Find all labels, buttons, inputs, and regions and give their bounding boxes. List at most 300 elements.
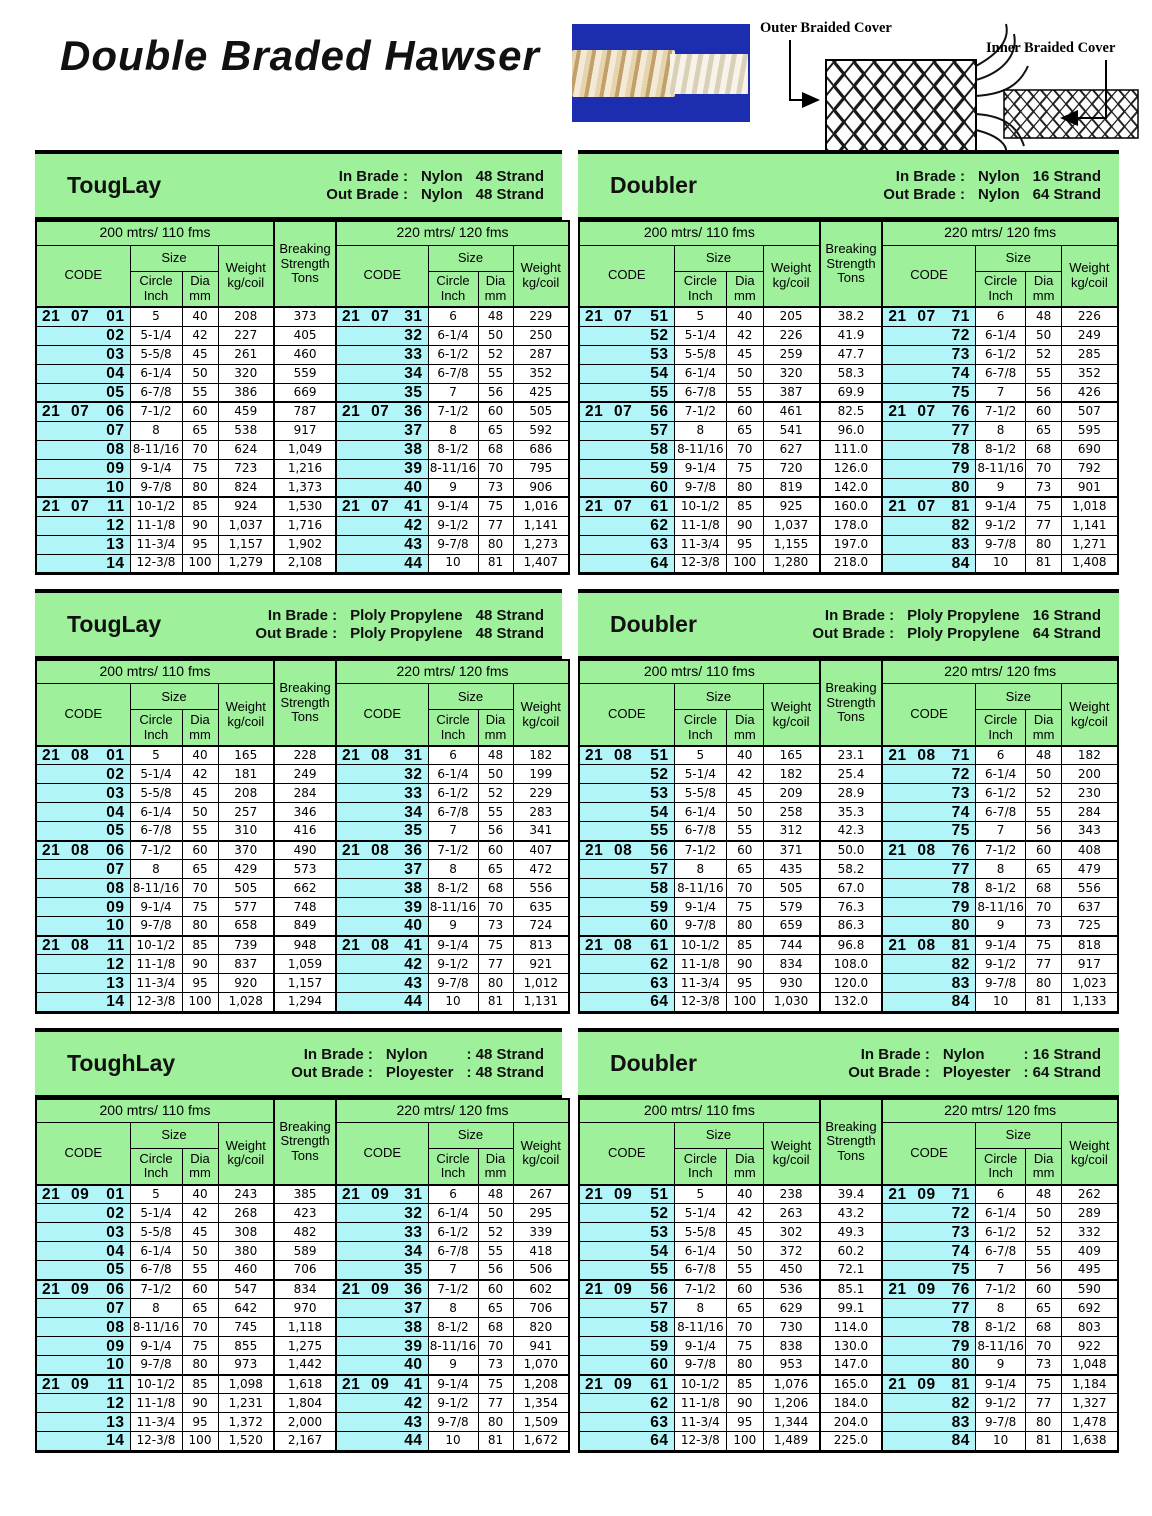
data-row	[36, 1299, 569, 1318]
code-suffix: 81	[951, 498, 970, 516]
code-suffix: 57	[650, 421, 669, 439]
data-row	[36, 1413, 569, 1432]
code-suffix: 07	[106, 421, 125, 439]
dia-value: 85	[182, 936, 218, 955]
table-header-band	[35, 150, 562, 220]
breaking-value: 204.0	[820, 1413, 883, 1432]
dia-value: 80	[478, 974, 513, 993]
weight-value: 352	[513, 364, 569, 383]
code-text	[883, 975, 975, 992]
weight-value: 834	[763, 955, 820, 974]
dia-value: 50	[1026, 1204, 1061, 1223]
code-suffix: 53	[650, 345, 669, 363]
code-suffix: 58	[650, 879, 669, 897]
circle-value: 12-3/8	[674, 1432, 727, 1451]
code-suffix: 33	[404, 784, 423, 802]
circle-value: 8	[428, 860, 478, 879]
data-row	[36, 383, 569, 402]
data-row	[579, 898, 1118, 917]
breaking-value: 1,216	[274, 459, 336, 478]
dia-value: 75	[182, 898, 218, 917]
weight-value: 267	[513, 1185, 569, 1204]
code-prefix: 21 08	[888, 841, 936, 859]
dia-value: 65	[727, 421, 763, 440]
code-suffix: 77	[951, 1299, 970, 1317]
code-text	[883, 1356, 975, 1373]
dia-value: 90	[182, 516, 218, 535]
circle-value: 6-7/8	[428, 803, 478, 822]
spec-text: Ploly Propylene	[907, 606, 1020, 624]
code-text	[883, 1414, 975, 1431]
code-suffix: 11	[107, 936, 125, 954]
dia-value: 75	[1026, 497, 1061, 516]
data-row	[36, 497, 569, 516]
circle-value: 8-11/16	[428, 1337, 478, 1356]
dia-value: 77	[478, 1394, 513, 1413]
code-cell	[579, 746, 674, 765]
weight-value: 725	[1061, 917, 1118, 936]
code-suffix: 53	[650, 784, 669, 802]
dia-value: 77	[1026, 955, 1061, 974]
code-text	[580, 327, 674, 344]
code-text	[337, 308, 428, 325]
dia-value: 56	[1026, 822, 1061, 841]
code-cell	[336, 326, 428, 345]
dia-value: 80	[1026, 535, 1061, 554]
data-row	[36, 860, 569, 879]
circle-value: 6	[975, 1185, 1026, 1204]
weight-value: 924	[218, 497, 274, 516]
code-suffix: 59	[650, 1337, 669, 1355]
code-suffix: 42	[404, 1394, 423, 1412]
circle-value: 8	[130, 1299, 182, 1318]
code-text	[337, 327, 428, 344]
code-cell	[882, 1432, 975, 1451]
code-text	[37, 804, 130, 821]
weight-header: Weight kg/coil	[513, 245, 569, 307]
weight-value: 1,037	[218, 516, 274, 535]
code-cell	[882, 383, 975, 402]
circle-value: 7-1/2	[130, 1280, 182, 1299]
code-suffix: 04	[106, 364, 125, 382]
code-suffix: 03	[106, 1223, 125, 1241]
code-text	[37, 956, 130, 973]
code-suffix: 05	[106, 1261, 125, 1279]
code-suffix: 44	[404, 1432, 423, 1450]
code-cell	[579, 841, 674, 860]
circle-value: 9-1/4	[674, 459, 727, 478]
circle-value: 9	[975, 478, 1026, 497]
weight-value: 339	[513, 1223, 569, 1242]
dia-value: 55	[1026, 803, 1061, 822]
breaking-value: 43.2	[820, 1204, 883, 1223]
code-header: CODE	[882, 245, 975, 307]
circle-value: 8-11/16	[428, 898, 478, 917]
code-suffix: 52	[650, 765, 669, 783]
code-suffix: 41	[404, 1375, 423, 1393]
weight-value: 295	[513, 1204, 569, 1223]
code-suffix: 51	[650, 746, 669, 764]
size-header: Size	[130, 684, 218, 710]
code-text	[37, 1224, 130, 1241]
weight-value: 435	[763, 860, 820, 879]
dia-value: 45	[727, 1223, 763, 1242]
weight-value: 208	[218, 307, 274, 326]
code-text	[37, 1376, 130, 1393]
dia-value: 77	[1026, 1394, 1061, 1413]
dia-value: 50	[727, 1242, 763, 1261]
breaking-value: 284	[274, 784, 336, 803]
circle-value: 9	[975, 1356, 1026, 1375]
code-text	[37, 975, 130, 992]
code-cell	[882, 1299, 975, 1318]
breaking-value: 662	[274, 879, 336, 898]
weight-value: 1,012	[513, 974, 569, 993]
code-suffix: 83	[951, 974, 970, 992]
code-text	[883, 403, 975, 420]
breaking-value: 1,157	[274, 974, 336, 993]
circle-value: 8	[428, 421, 478, 440]
weight-value: 320	[763, 364, 820, 383]
circle-value: 9-1/2	[428, 516, 478, 535]
circle-value: 9-7/8	[130, 478, 182, 497]
code-cell	[579, 1261, 674, 1280]
code-text	[37, 1338, 130, 1355]
code-text	[580, 384, 674, 401]
dia-value: 81	[1026, 554, 1061, 573]
code-cell	[36, 440, 130, 459]
dia-value: 80	[727, 478, 763, 497]
dia-value: 75	[1026, 1375, 1061, 1394]
weight-value: 901	[1061, 478, 1118, 497]
dia-value: 60	[727, 1280, 763, 1299]
breaking-value: 482	[274, 1223, 336, 1242]
breaking-header: Breaking Strength Tons	[820, 221, 883, 307]
code-suffix: 05	[106, 822, 125, 840]
spec-text: : 48 Strand	[466, 1063, 544, 1081]
code-text	[883, 917, 975, 934]
weight-value: 1,206	[763, 1394, 820, 1413]
code-suffix: 07	[106, 860, 125, 878]
circle-value: 8-1/2	[975, 440, 1026, 459]
data-row	[36, 1375, 569, 1394]
dia-value: 80	[182, 917, 218, 936]
weight-value: 577	[218, 898, 274, 917]
circle-value: 5-5/8	[674, 345, 727, 364]
code-text	[37, 1414, 130, 1431]
weight-value: 690	[1061, 440, 1118, 459]
dia-value: 65	[478, 860, 513, 879]
weight-value: 624	[218, 440, 274, 459]
data-row	[579, 535, 1118, 554]
code-cell	[579, 535, 674, 554]
code-cell	[336, 1413, 428, 1432]
size-header: Size	[975, 1123, 1061, 1149]
circle-header: Circle Inch	[975, 710, 1026, 746]
code-suffix: 04	[106, 803, 125, 821]
weight-value: 627	[763, 440, 820, 459]
dia-value: 55	[182, 383, 218, 402]
dia-value: 95	[727, 1413, 763, 1432]
outer-braid-art	[826, 60, 976, 152]
product-name: Doubler	[610, 1049, 697, 1076]
code-cell	[579, 478, 674, 497]
circle-value: 5-1/4	[674, 326, 727, 345]
code-text	[883, 956, 975, 973]
code-text	[37, 365, 130, 382]
circle-value: 9-1/4	[975, 497, 1026, 516]
code-cell	[336, 459, 428, 478]
data-row	[579, 917, 1118, 936]
code-suffix: 64	[650, 554, 669, 572]
weight-value: 1,037	[763, 516, 820, 535]
circle-value: 8	[130, 860, 182, 879]
breaking-value: 1,294	[274, 993, 336, 1012]
weight-value: 310	[218, 822, 274, 841]
span-left-header: 200 mtrs/ 110 fms	[579, 221, 820, 245]
code-prefix: 21 07	[888, 498, 936, 516]
code-suffix: 51	[650, 1185, 669, 1203]
code-text	[883, 785, 975, 802]
code-cell	[36, 535, 130, 554]
spec-text: 48 Strand	[475, 624, 544, 642]
dia-value: 55	[182, 1261, 218, 1280]
circle-value: 7-1/2	[975, 402, 1026, 421]
code-cell	[336, 1375, 428, 1394]
breaking-value: 25.4	[820, 765, 883, 784]
data-row	[579, 459, 1118, 478]
code-prefix: 21 09	[585, 1280, 633, 1298]
code-cell	[336, 478, 428, 497]
code-cell	[882, 841, 975, 860]
code-text	[337, 536, 428, 553]
circle-header: Circle Inch	[130, 271, 182, 307]
code-cell	[882, 746, 975, 765]
weight-value: 341	[513, 822, 569, 841]
code-cell	[882, 917, 975, 936]
weight-value: 409	[1061, 1242, 1118, 1261]
code-text	[580, 1376, 674, 1393]
code-suffix: 54	[650, 1242, 669, 1260]
rope-photo	[572, 24, 750, 122]
dia-value: 95	[182, 1413, 218, 1432]
rope-spec-table	[578, 220, 1119, 575]
dia-header: Dia mm	[478, 710, 513, 746]
code-cell	[336, 1394, 428, 1413]
weight-value: 181	[218, 765, 274, 784]
data-row	[36, 822, 569, 841]
dia-value: 42	[182, 1204, 218, 1223]
weight-value: 459	[218, 402, 274, 421]
dia-value: 85	[727, 497, 763, 516]
code-text	[580, 975, 674, 992]
code-text	[37, 899, 130, 916]
weight-value: 370	[218, 841, 274, 860]
code-suffix: 08	[106, 440, 125, 458]
code-text	[337, 365, 428, 382]
code-header: CODE	[579, 684, 674, 746]
circle-value: 5-1/4	[674, 765, 727, 784]
code-text	[37, 1300, 130, 1317]
code-cell	[882, 535, 975, 554]
weight-value: 720	[763, 459, 820, 478]
weight-value: 263	[763, 1204, 820, 1223]
weight-value: 259	[763, 345, 820, 364]
code-cell	[36, 497, 130, 516]
dia-value: 100	[182, 993, 218, 1012]
size-header: Size	[428, 245, 513, 271]
code-suffix: 38	[404, 440, 423, 458]
weight-value: 408	[1061, 841, 1118, 860]
code-text	[580, 1395, 674, 1412]
spec-text: 48 Strand	[475, 168, 544, 185]
code-suffix: 14	[106, 554, 125, 572]
circle-value: 5-5/8	[130, 1223, 182, 1242]
code-cell	[36, 402, 130, 421]
dia-value: 81	[478, 554, 513, 573]
code-prefix: 21 08	[42, 746, 90, 764]
breaking-value: 787	[274, 402, 336, 421]
dia-value: 45	[727, 345, 763, 364]
weight-value: 165	[218, 746, 274, 765]
breaking-value: 111.0	[820, 440, 883, 459]
header-row-span	[36, 221, 569, 245]
dia-value: 50	[478, 765, 513, 784]
product-name: TougLay	[67, 172, 162, 198]
code-cell	[36, 1280, 130, 1299]
circle-value: 8	[975, 1299, 1026, 1318]
code-cell	[36, 879, 130, 898]
breaking-value: 405	[274, 326, 336, 345]
weight-value: 226	[1061, 307, 1118, 326]
circle-value: 6	[428, 307, 478, 326]
weight-value: 182	[763, 765, 820, 784]
data-row	[579, 1413, 1118, 1432]
code-suffix: 55	[650, 383, 669, 401]
weight-value: 1,271	[1061, 535, 1118, 554]
circle-value: 7	[428, 383, 478, 402]
breaking-value: 970	[274, 1299, 336, 1318]
code-cell	[579, 1432, 674, 1451]
code-prefix: 21 07	[342, 403, 390, 421]
dia-value: 60	[478, 402, 513, 421]
dia-value: 95	[727, 974, 763, 993]
code-cell	[882, 1394, 975, 1413]
dia-value: 65	[182, 860, 218, 879]
code-cell	[882, 822, 975, 841]
code-text	[883, 861, 975, 878]
span-right-header: 220 mtrs/ 120 fms	[882, 221, 1118, 245]
breaking-value: 1,373	[274, 478, 336, 497]
code-text	[337, 785, 428, 802]
data-row	[36, 803, 569, 822]
dia-value: 70	[1026, 1337, 1061, 1356]
circle-value: 8-11/16	[130, 1318, 182, 1337]
weight-value: 257	[218, 803, 274, 822]
page-title: Double Braded Hawser	[60, 32, 540, 79]
breaking-value: 490	[274, 841, 336, 860]
code-text	[580, 479, 674, 496]
weight-value: 505	[763, 879, 820, 898]
dia-value: 70	[478, 898, 513, 917]
code-cell	[336, 898, 428, 917]
dia-value: 60	[478, 841, 513, 860]
code-cell	[882, 1261, 975, 1280]
code-text	[37, 308, 130, 325]
code-cell	[36, 1185, 130, 1204]
weight-value: 706	[513, 1299, 569, 1318]
weight-value: 371	[763, 841, 820, 860]
code-text	[883, 842, 975, 859]
code-suffix: 73	[951, 1223, 970, 1241]
code-suffix: 75	[951, 1261, 970, 1279]
circle-value: 11-1/8	[674, 516, 727, 535]
code-text	[883, 1186, 975, 1203]
code-cell	[882, 860, 975, 879]
code-text	[580, 747, 674, 764]
weight-value: 199	[513, 765, 569, 784]
data-row	[579, 879, 1118, 898]
code-text	[37, 441, 130, 458]
breaking-value: 2,167	[274, 1432, 336, 1451]
code-cell	[579, 1204, 674, 1223]
circle-value: 9	[975, 917, 1026, 936]
breaking-value: 132.0	[820, 993, 883, 1012]
weight-value: 1,155	[763, 535, 820, 554]
dia-value: 55	[478, 803, 513, 822]
circle-value: 9-1/4	[130, 1337, 182, 1356]
weight-value: 922	[1061, 1337, 1118, 1356]
circle-value: 9-7/8	[428, 1413, 478, 1432]
code-suffix: 07	[106, 1299, 125, 1317]
code-suffix: 77	[951, 421, 970, 439]
code-suffix: 60	[650, 917, 669, 935]
rope-spec-table	[35, 659, 570, 1014]
breaking-value: 1,804	[274, 1394, 336, 1413]
code-header: CODE	[882, 1123, 975, 1185]
circle-value: 10-1/2	[130, 1375, 182, 1394]
spec-text: Nylon	[942, 1045, 985, 1063]
code-cell	[336, 383, 428, 402]
code-text	[580, 1261, 674, 1278]
code-text	[883, 460, 975, 477]
code-text	[37, 842, 130, 859]
code-suffix: 31	[404, 746, 423, 764]
data-row	[579, 860, 1118, 879]
spec-text: Nylon	[420, 168, 463, 185]
spec-text: In Brade :	[895, 168, 965, 185]
code-cell	[36, 1299, 130, 1318]
code-suffix: 59	[650, 898, 669, 916]
weight-value: 380	[218, 1242, 274, 1261]
data-row	[579, 784, 1118, 803]
data-row	[36, 1394, 569, 1413]
code-text	[883, 899, 975, 916]
code-text	[580, 403, 674, 420]
dia-value: 65	[182, 1299, 218, 1318]
data-row	[36, 936, 569, 955]
weight-value: 1,157	[218, 535, 274, 554]
code-text	[37, 1319, 130, 1336]
code-cell	[336, 784, 428, 803]
braid-specs	[883, 168, 1101, 203]
code-suffix: 32	[404, 765, 423, 783]
code-text	[883, 1300, 975, 1317]
circle-value: 10	[975, 554, 1026, 573]
circle-value: 5-1/4	[130, 326, 182, 345]
code-prefix: 21 08	[342, 841, 390, 859]
breaking-value: 126.0	[820, 459, 883, 478]
